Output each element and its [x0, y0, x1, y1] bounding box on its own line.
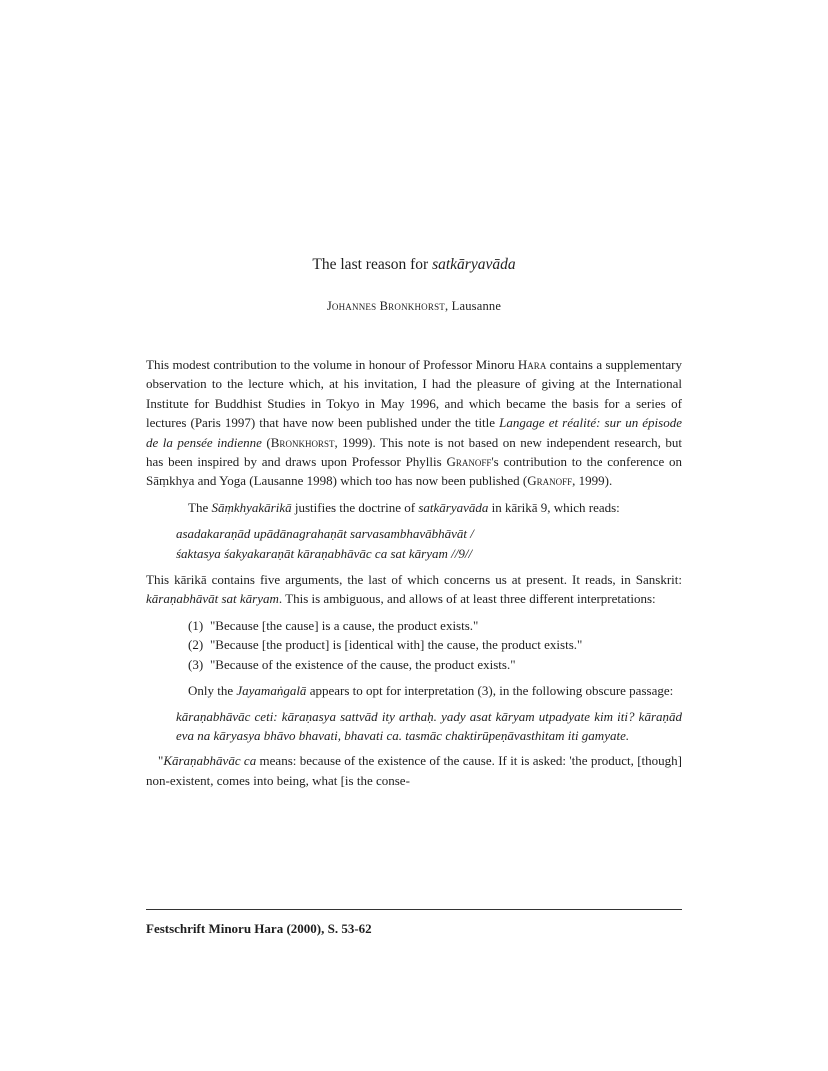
paragraph-jayamangala: Only the Jayamaṅgalā appears to opt for interpretation (3), in the following obscure passage:: [188, 683, 674, 699]
term: satkāryavāda: [418, 499, 489, 515]
author-ref: Granoff: [527, 473, 573, 489]
title-term: satkāryavāda: [432, 256, 516, 273]
interpretation-list: [188, 616, 682, 674]
verse-line: śaktasya śakyakaraṇāt kāraṇabhāvāc ca sat kāryam //9//: [176, 545, 473, 561]
article-body: [146, 355, 682, 790]
paragraph-translation: "Kāraṇabhāvāc ca means: because of the existence of the cause. If it is asked: 'the product, [though] non-existent, comes into being, what [is the conse-: [146, 753, 682, 788]
sanskrit-verse: [176, 524, 682, 563]
author-ref: Granoff: [446, 454, 492, 470]
list-item: (3) "Because of the existence of the cause, the product exists.": [188, 656, 516, 672]
article-title: [0, 256, 828, 274]
author-name: Johannes Bronkhorst: [326, 299, 445, 313]
list-item: (1) "Because [the cause] is a cause, the product exists.": [188, 617, 479, 633]
paragraph-karika: The Sāṃkhyakārikā justifies the doctrine of satkāryavāda in kārikā 9, which reads:: [188, 499, 620, 515]
author-place: , Lausanne: [444, 299, 502, 313]
footer-divider: [146, 909, 682, 910]
paragraph-arguments: This kārikā contains five arguments, the last of which concerns us at present. It reads, in Sanskrit: kāraṇabhāvāt sat kāryam. This is ambiguous, and allows of at least three different interpretations:: [146, 572, 682, 607]
title-text: The last reason for: [312, 256, 433, 273]
author-ref: Hara: [517, 357, 547, 372]
sanskrit-quote: kāraṇabhāvāc ceti: kāraṇasya sattvād ity arthaḥ. yady asat kāryam utpadyate kim iti? kāraṇād eva na kāryasya bhāvo bhavati, bhavati ca. tasmāc chaktirūpeṇāvasthitam iti gamyate.: [176, 708, 682, 743]
paragraph-intro: This modest contribution to the volume in honour of Professor Minoru Hara contains a supplementary observation to the lecture which, at his invitation, I had the pleasure of giving at the International Institute for Buddhist Studies in Tokyo in May 1996, and which became the basis for a series of lectures (Paris 1997) that have now been published under the title Langage et réalité: sur un épisode de la pensée indienne (Bronkhorst, 1999). This note is not based on new independent research, but has been inspired by and draws upon Professor Phyllis Granoff's contribution to the conference on Sāṃkhya and Yoga (Lausanne 1998) which too has now been published (Granoff, 1999).: [146, 357, 682, 489]
term: Kāraṇabhāvāc ca: [163, 753, 257, 769]
author-ref: Bronkhorst: [270, 434, 335, 450]
work-title: Sāṃkhyakārikā: [211, 499, 292, 515]
author-line: [0, 299, 828, 314]
book-title: Langage et réalité: sur un épisode de la pensée indienne: [146, 415, 682, 450]
sanskrit-phrase: kāraṇabhāvāt sat kāryam: [146, 591, 279, 607]
list-item: (2) "Because [the product] is [identical with] the cause, the product exists.": [188, 637, 583, 653]
work-title: Jayamaṅgalā: [236, 683, 307, 699]
verse-line: asadakaraṇād upādānagrahaṇāt sarvasambhavābhāvāt /: [176, 526, 474, 542]
publication-footer: Festschrift Minoru Hara (2000), S. 53-62: [146, 921, 372, 936]
